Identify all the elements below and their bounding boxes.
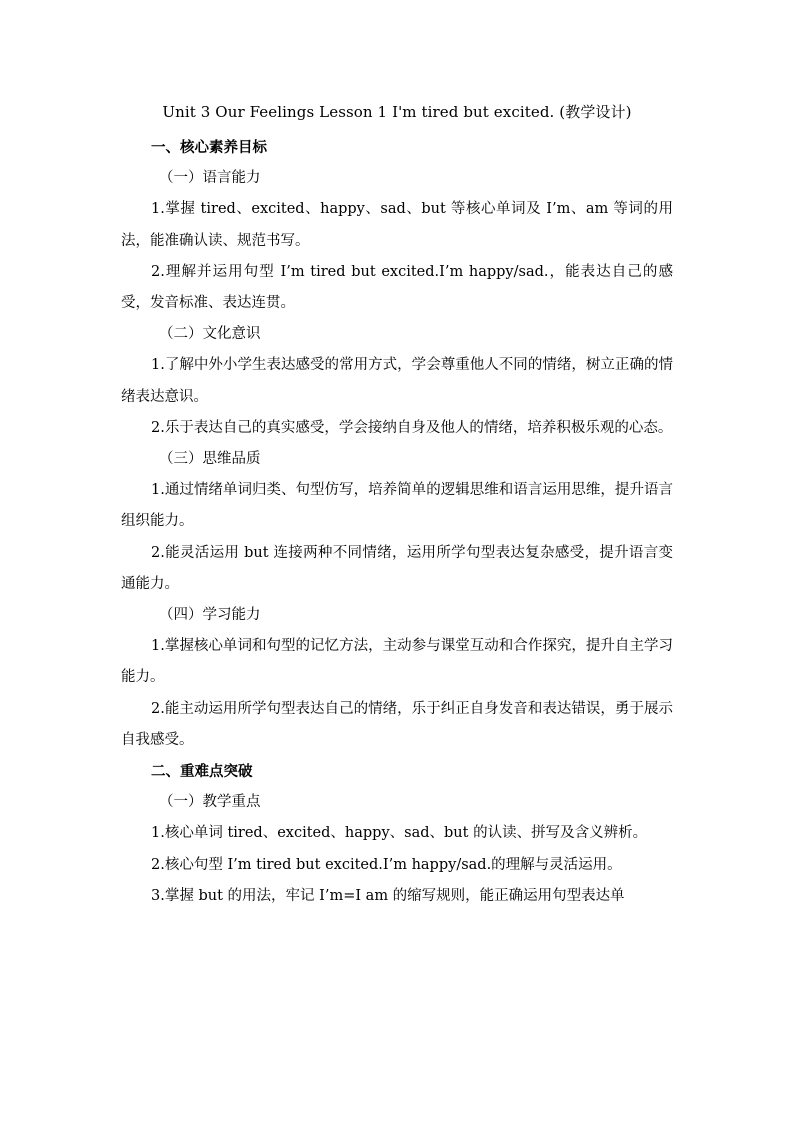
paragraph: 1.通过情绪单词归类、句型仿写，培养简单的逻辑思维和语言运用思维，提升语言组织能力。	[121, 482, 673, 530]
paragraph: 2.能灵活运用 but 连接两种不同情绪，运用所学句型表达复杂感受，提升语言变通能力。	[121, 544, 673, 592]
paragraph: 3.掌握 but 的用法，牢记 I’m=I am 的缩写规则，能正确运用句型表达单	[151, 887, 625, 904]
section-heading-key-points: 二、重难点突破	[151, 763, 253, 781]
paragraph: 1.了解中外小学生表达感受的常用方式，学会尊重他人不同的情绪，树立正确的情绪表达意识。	[121, 357, 673, 405]
subsection-label-focus: （一）教学重点	[159, 794, 261, 811]
section-heading-goals: 一、核心素养目标	[151, 139, 267, 156]
paragraph: 1.掌握核心单词和句型的记忆方法，主动参与课堂互动和合作探究，提升自主学习能力。	[121, 638, 673, 686]
paragraph: 2.理解并运用句型 I’m tired but excited.I’m happy/sad.，能表达自己的感受，发音标准、表达连贯。	[121, 263, 673, 312]
subsection-label-culture: （二）文化意识	[159, 326, 261, 343]
subsection-label-language: （一）语言能力	[159, 170, 261, 187]
document-body	[121, 132, 673, 912]
paragraph: 1.核心单词 tired、excited、happy、sad、but 的认读、拼写及含义辨析。	[151, 825, 648, 842]
subsection-label-thinking: （三）思维品质	[159, 451, 261, 468]
paragraph: 2.核心句型 I’m tired but excited.I’m happy/sad.的理解与灵活运用。	[151, 856, 622, 873]
paragraph: 2.能主动运用所学句型表达自己的情绪，乐于纠正自身发音和表达错误，勇于展示自我感受。	[121, 700, 673, 748]
document-title: Unit 3 Our Feelings Lesson 1 I'm tired but excited. (教学设计)	[162, 103, 632, 121]
paragraph: 1.掌握 tired、excited、happy、sad、but 等核心单词及 I’m、am 等词的用法，能准确认读、规范书写。	[121, 201, 673, 249]
paragraph: 2.乐于表达自己的真实感受，学会接纳自身及他人的情绪，培养积极乐观的心态。	[151, 419, 673, 436]
subsection-label-learning: （四）学习能力	[159, 607, 261, 624]
